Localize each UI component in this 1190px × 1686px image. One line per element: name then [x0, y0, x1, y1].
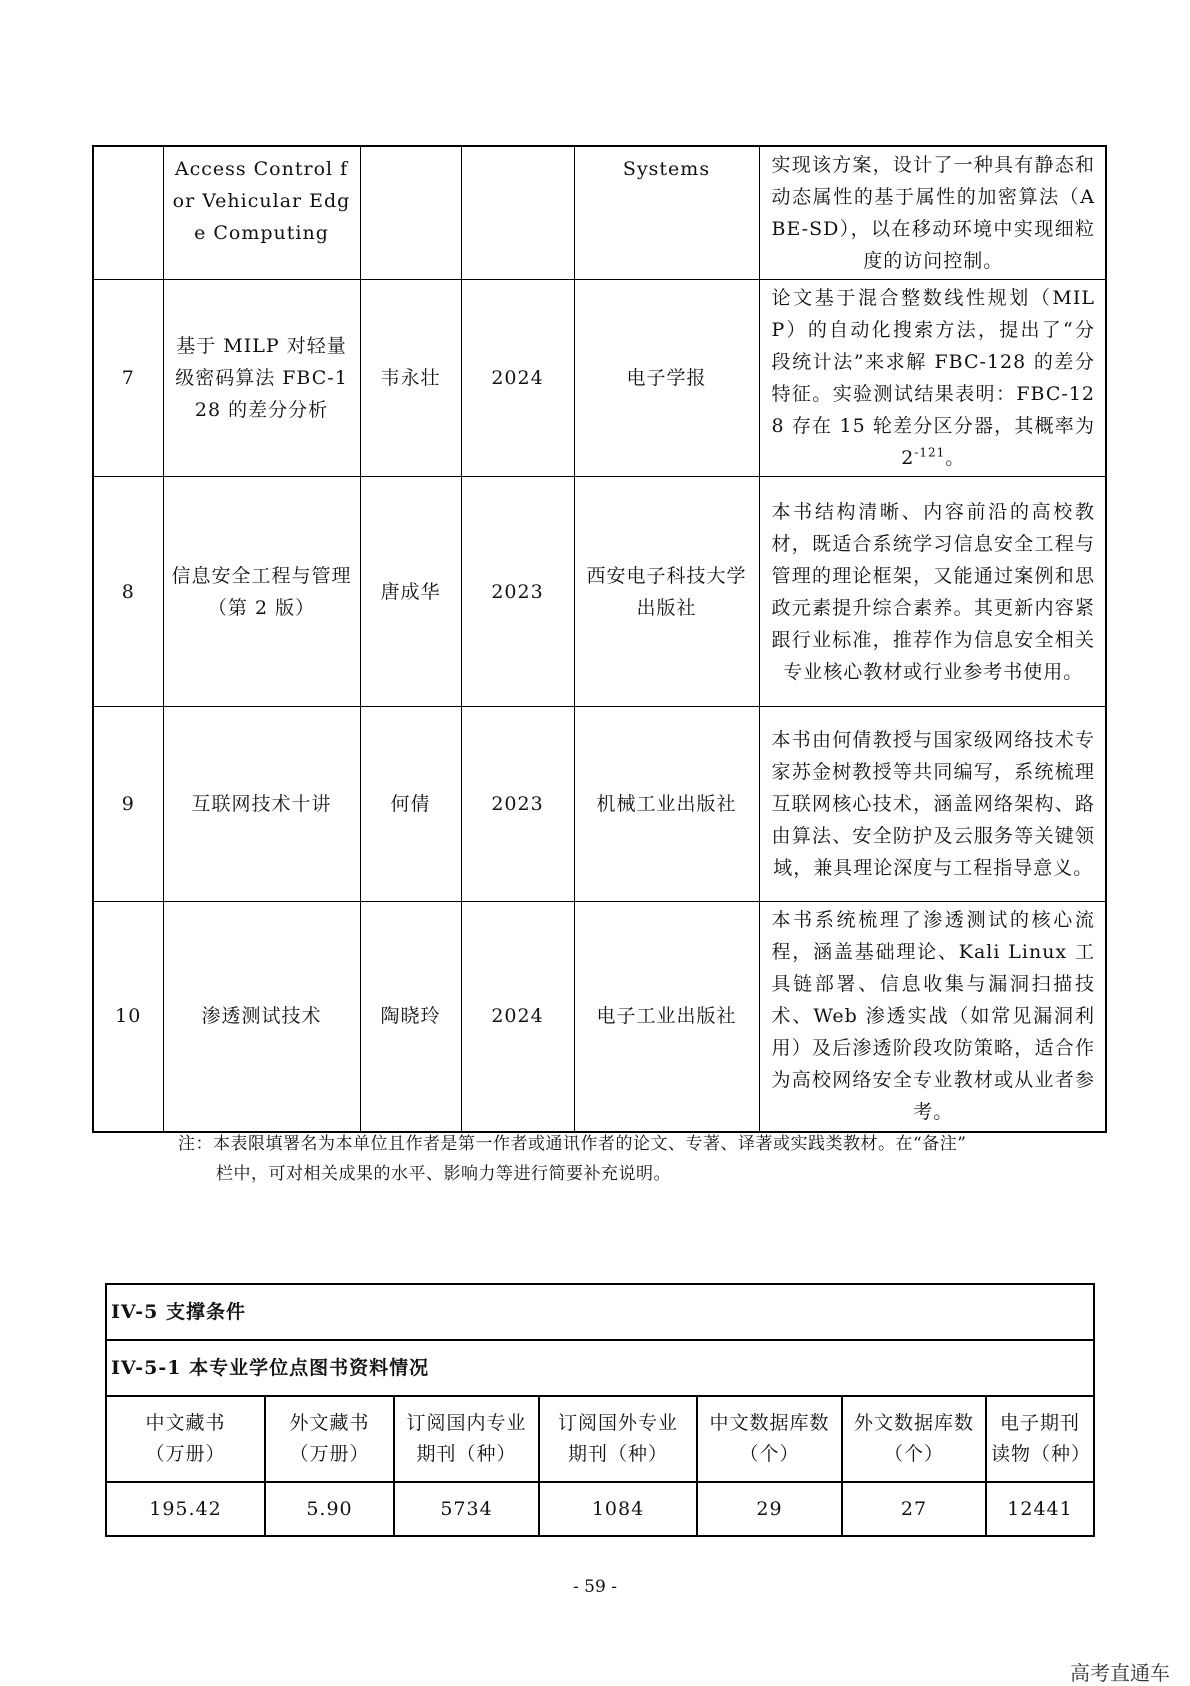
column-header-row: [106, 1396, 1094, 1482]
footnote-line-2: 栏中，可对相关成果的水平、影响力等进行简要补充说明。: [216, 1164, 671, 1184]
work-publisher: 电子学报: [574, 280, 759, 477]
work-author: 何倩: [360, 707, 461, 902]
publications-table: [92, 145, 1107, 1133]
row-number: 10: [93, 902, 163, 1132]
column-header: [265, 1396, 394, 1482]
values-row: [106, 1482, 1094, 1536]
work-year: 2023: [461, 477, 574, 707]
work-year: [461, 146, 574, 280]
column-header-unit: 期刊（种）: [416, 1443, 517, 1465]
note-text-end: 。: [945, 447, 966, 469]
work-title: Access Control for Vehicular Edge Computing: [163, 146, 360, 280]
watermark: 高考直通车: [1070, 1661, 1170, 1685]
column-header-line: 订阅国外专业: [557, 1412, 678, 1434]
column-header: [394, 1396, 539, 1482]
work-publisher: Systems: [574, 146, 759, 280]
row-number: 7: [93, 280, 163, 477]
work-note: 本书系统梳理了渗透测试的核心流程，涵盖基础理论、Kali Linux 工具链部署、信息收集与漏洞扫描技术、Web 渗透实战（如常见漏洞利用）及后渗透阶段攻防策略，适合作为高校网络安全专业教材或从业者参考。: [759, 902, 1106, 1132]
table-row: [93, 707, 1106, 902]
value-cell: 5.90: [265, 1482, 394, 1536]
page-number: - 59 -: [573, 1577, 617, 1597]
value-cell: 12441: [986, 1482, 1094, 1536]
table-row: [93, 280, 1106, 477]
work-note: [759, 280, 1106, 477]
support-conditions-table: [105, 1283, 1095, 1537]
row-number: 9: [93, 707, 163, 902]
footnote-line-1: 注：本表限填署名为本单位且作者是第一作者或通讯作者的论文、专著、译著或实践类教材。在“备注”: [178, 1134, 967, 1154]
work-year: 2024: [461, 280, 574, 477]
column-header-unit: （个）: [883, 1443, 944, 1465]
work-note: 本书结构清晰、内容前沿的高校教材，既适合系统学习信息安全工程与管理的理论框架，又能通过案例和思政元素提升综合素养。其更新内容紧跟行业标准，推荐作为信息安全相关专业核心教材或行业参考书使用。: [759, 477, 1106, 707]
column-header: [539, 1396, 697, 1482]
work-publisher: 机械工业出版社: [574, 707, 759, 902]
work-year: 2024: [461, 902, 574, 1132]
value-cell: 1084: [539, 1482, 697, 1536]
table-row: [93, 902, 1106, 1132]
row-number: [93, 146, 163, 280]
subsection-header-row: [106, 1340, 1094, 1396]
table-row: [93, 477, 1106, 707]
column-header-line: 订阅国内专业: [406, 1412, 527, 1434]
table-footnote: [178, 1129, 1058, 1189]
work-publisher: 电子工业出版社: [574, 902, 759, 1132]
table-row: [93, 146, 1106, 280]
column-header: [986, 1396, 1094, 1482]
work-year: 2023: [461, 707, 574, 902]
column-header-unit: （万册）: [145, 1443, 226, 1465]
column-header-unit: 读物（种）: [991, 1443, 1092, 1465]
column-header: [842, 1396, 986, 1482]
work-author: 唐成华: [360, 477, 461, 707]
column-header-unit: 期刊（种）: [567, 1443, 668, 1465]
section-title: IV-5 支撑条件: [106, 1284, 1094, 1340]
work-author: 韦永壮: [360, 280, 461, 477]
column-header-unit: （万册）: [289, 1443, 370, 1465]
column-header-line: 电子期刊: [999, 1412, 1080, 1434]
work-title: 基于 MILP 对轻量级密码算法 FBC-128 的差分分析: [163, 280, 360, 477]
section-header-row: [106, 1284, 1094, 1340]
column-header-unit: （个）: [739, 1443, 800, 1465]
note-exponent: -121: [914, 445, 946, 460]
column-header-line: 中文藏书: [145, 1412, 226, 1434]
work-publisher: 西安电子科技大学出版社: [574, 477, 759, 707]
work-title: 信息安全工程与管理（第 2 版）: [163, 477, 360, 707]
note-text: 论文基于混合整数线性规划（MILP）的自动化搜索方法，提出了“分段统计法”来求解 FBC-128 的差分特征。实验测试结果表明：FBC-128 存在 15 轮差分区分器，其概率为 2: [771, 287, 1095, 469]
work-note: 本书由何倩教授与国家级网络技术专家苏金树教授等共同编写，系统梳理互联网核心技术，涵盖网络架构、路由算法、安全防护及云服务等关键领域，兼具理论深度与工程指导意义。: [759, 707, 1106, 902]
value-cell: 195.42: [106, 1482, 265, 1536]
column-header-line: 外文藏书: [289, 1412, 370, 1434]
value-cell: 5734: [394, 1482, 539, 1536]
column-header-line: 外文数据库数: [853, 1412, 974, 1434]
work-note: 实现该方案，设计了一种具有静态和动态属性的基于属性的加密算法（ABE-SD），以在移动环境中实现细粒度的访问控制。: [759, 146, 1106, 280]
work-author: 陶晓玲: [360, 902, 461, 1132]
work-title: 互联网技术十讲: [163, 707, 360, 902]
subsection-title: IV-5-1 本专业学位点图书资料情况: [106, 1340, 1094, 1396]
value-cell: 27: [842, 1482, 986, 1536]
work-author: [360, 146, 461, 280]
value-cell: 29: [697, 1482, 842, 1536]
work-title: 渗透测试技术: [163, 902, 360, 1132]
column-header-line: 中文数据库数: [709, 1412, 830, 1434]
row-number: 8: [93, 477, 163, 707]
column-header: [106, 1396, 265, 1482]
column-header: [697, 1396, 842, 1482]
